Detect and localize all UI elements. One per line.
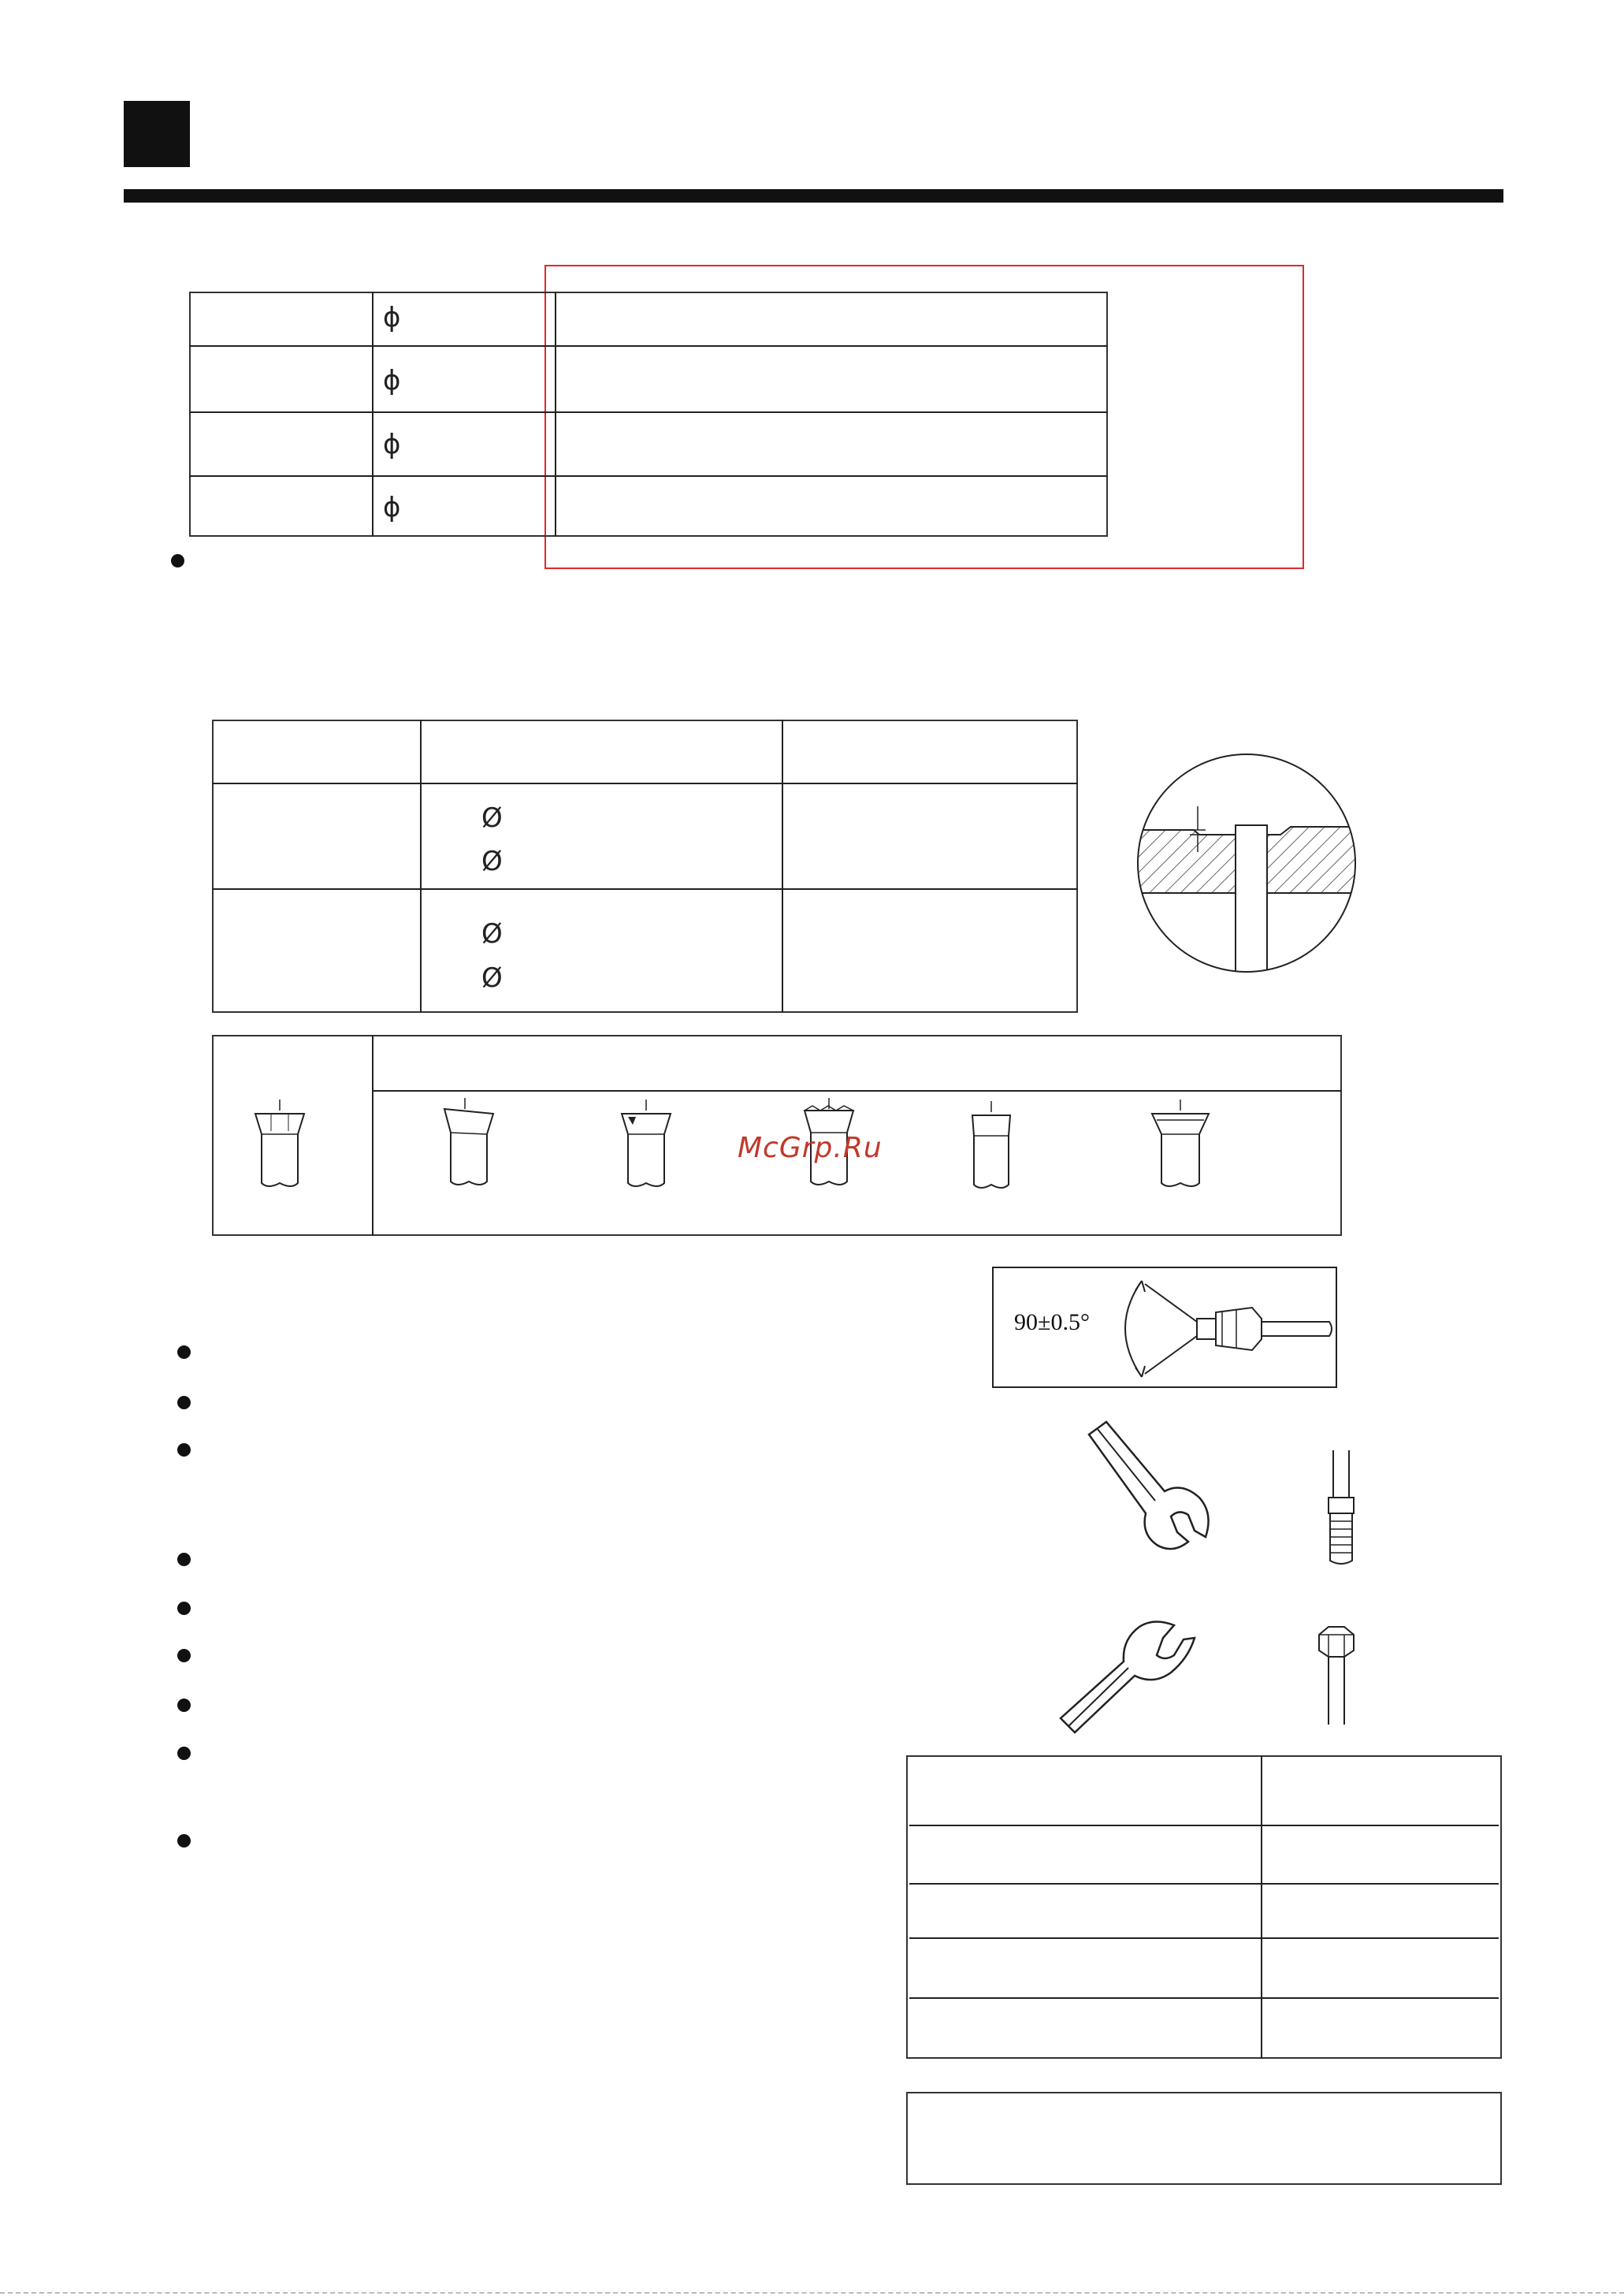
bullet	[177, 1553, 191, 1566]
diameter-symbol: Ø	[481, 962, 503, 994]
flare-angle-icon	[1104, 1271, 1337, 1386]
torque-table	[906, 1755, 1502, 2059]
bullet	[177, 1396, 191, 1409]
note-box	[906, 2092, 1502, 2185]
bullet	[177, 1649, 191, 1662]
pipe-size-table	[189, 292, 1108, 537]
bullet	[177, 1443, 191, 1457]
diameter-symbol: ϕ	[383, 302, 401, 333]
diameter-symbol: Ø	[481, 846, 503, 877]
bullet	[171, 554, 184, 567]
wrench-icon	[1056, 1600, 1213, 1742]
flared-pipe-icon	[252, 1100, 307, 1193]
bullet	[177, 1602, 191, 1615]
bullet	[177, 1747, 191, 1760]
diameter-symbol: ϕ	[383, 492, 401, 523]
wrench-icon	[1080, 1419, 1237, 1568]
header-rule	[124, 189, 1503, 203]
flare-angle-label: 90±0.5°	[1014, 1309, 1090, 1335]
flared-pipe-icon	[1150, 1100, 1210, 1193]
flared-pipe-icon	[968, 1101, 1015, 1194]
bullet	[177, 1345, 191, 1359]
footer-rule	[0, 2292, 1624, 2294]
threaded-pipe-icon	[1317, 1450, 1365, 1568]
diameter-symbol: ϕ	[383, 365, 401, 396]
flare-size-table	[212, 720, 1078, 1013]
flared-pipe-icon	[441, 1098, 496, 1191]
watermark: McGrp.Ru	[738, 1132, 883, 1164]
hex-nut-pipe-icon	[1308, 1624, 1363, 1726]
bullet	[177, 1834, 191, 1848]
diameter-symbol: Ø	[481, 918, 503, 950]
flared-pipe-icon	[619, 1100, 674, 1193]
flare-angle-box	[992, 1267, 1337, 1388]
bullet	[177, 1699, 191, 1712]
section-marker	[124, 101, 190, 167]
flare-cross-section-icon	[1135, 751, 1358, 975]
diameter-symbol: Ø	[481, 802, 503, 834]
diameter-symbol: ϕ	[383, 429, 401, 460]
